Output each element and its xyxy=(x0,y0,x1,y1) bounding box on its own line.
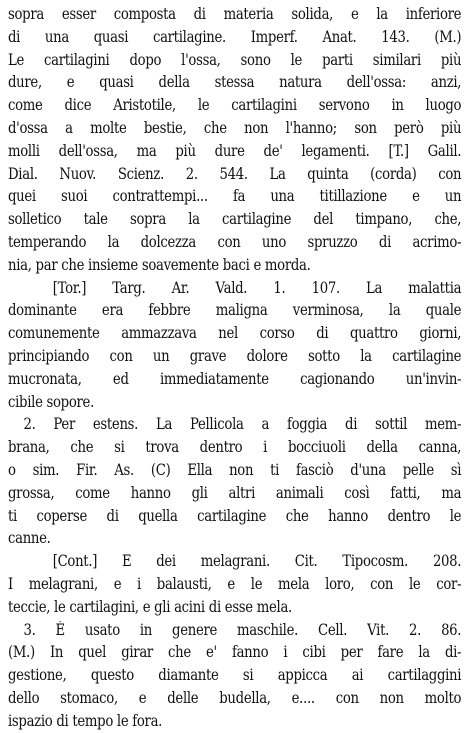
text-line: 3. È usato in genere maschile. Cell. Vit. 2. 86. xyxy=(23,620,462,639)
text-line: o sim. Fir. As. (C) Ella non ti fasciò d'una pelle sì xyxy=(8,460,462,479)
text-line: temperando la dolcezza con uno spruzzo di acrimo- xyxy=(8,232,462,251)
text-line: mucronata, ed immediatamente cagionando un'invin- xyxy=(8,369,462,388)
text-line: sopra esser composta di materia solida, e la inferiore xyxy=(8,5,462,23)
text-line: molli dell'ossa, ma più dure de' legamenti. [T.] Galil. xyxy=(8,141,462,160)
text-line: nia, par che insieme soavemente baci e morda. xyxy=(8,255,311,274)
text-line: ti coperse di quella cartilagine che hanno dentro le xyxy=(8,506,462,525)
text-line: canne. xyxy=(8,529,51,548)
text-line: I melagrani, e i balausti, e le mela loro, con le cor- xyxy=(8,574,462,593)
text-line: Dial. Nuov. Scienz. 2. 544. La quinta (corda) con xyxy=(8,164,462,183)
text-line: [Cont.] E dei melagrani. Cit. Tipocosm. 208. xyxy=(52,552,462,571)
text-line: brana, che si trova dentro i bocciuoli della canna, xyxy=(8,438,462,457)
text-line: dure, e quasi della stessa natura dell'ossa: anzi, xyxy=(8,73,462,92)
text-line: come dice Aristotile, le cartilagini servono in luogo xyxy=(8,96,462,115)
text-line: [Tor.] Targ. Ar. Vald. 1. 107. La malattia xyxy=(52,278,462,297)
text-line: ispazio di tempo le fora. xyxy=(8,711,163,730)
text-line: principiando con un grave dolore sotto la cartilagine xyxy=(8,346,462,365)
text-line: quei suoi contrattempi... fa una titillazione e un xyxy=(8,187,462,206)
text-line: dello stomaco, e delle budella, e.... con non molto xyxy=(8,688,462,707)
text-line: 2. Per estens. La Pellicola a foggia di sottil mem- xyxy=(23,415,462,434)
text-line: (M.) In quel girar che e' fanno i cibi per fare la di- xyxy=(8,643,462,662)
text-line: comunemente ammazzava nel corso di quattro giorni, xyxy=(8,324,462,343)
text-line: solletico tale sopra la cartilagine del timpano, che, xyxy=(8,210,462,229)
text-line: cibile sopore. xyxy=(8,392,94,411)
text-line: dominante era febbre maligna verminosa, la quale xyxy=(8,301,462,320)
text-line: d'ossa a molte bestie, che non l'hanno; son però più xyxy=(8,118,462,137)
text-line: grossa, come hanno gli altri animali così fatti, ma xyxy=(8,483,462,502)
text-line: Le cartilagini dopo l'ossa, sono le parti similari più xyxy=(8,50,462,69)
text-line: gestione, questo diamante si appicca ai cartilaggini xyxy=(8,666,462,685)
text-line: di una quasi cartilagine. Imperf. Anat. 143. (M.) xyxy=(8,27,462,46)
text-line: teccie, le cartilagini, e gli acini di esse mela. xyxy=(8,597,292,616)
